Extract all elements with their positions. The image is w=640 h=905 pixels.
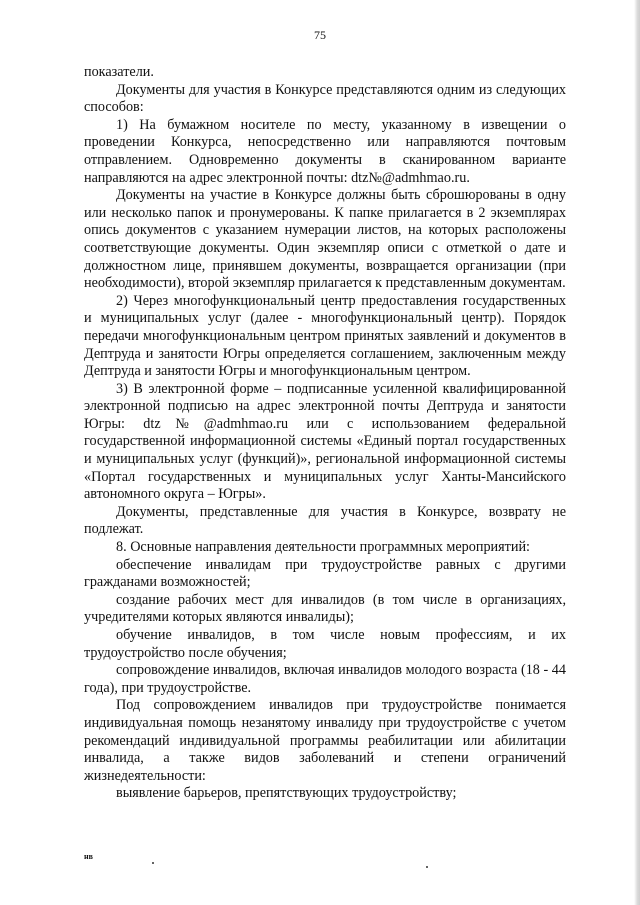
paragraph: 8. Основные направления деятельности программных мероприятий: bbox=[116, 539, 530, 556]
paragraph: Документы для участия в Конкурсе представляются одним из следующих способов: bbox=[84, 81, 566, 116]
paragraph: создание рабочих мест для инвалидов (в том числе в организациях, учредителями которых являются инвалиды); bbox=[84, 591, 566, 626]
footer-initials: нв bbox=[84, 852, 93, 861]
paragraph: обеспечение инвалидам при трудоустройстве равных с другими гражданами возможностей; bbox=[84, 556, 566, 591]
paragraph: 1) На бумажном носителе по месту, указанному в извещении о проведении Конкурса, непосредственно или направляются почтовым отправлением. Одновременно документы в сканированном варианте направляются на адрес электронной почты: dtz№@admhmao.ru. bbox=[84, 116, 566, 186]
scan-edge-shadow bbox=[634, 0, 640, 905]
paragraph: Под сопровождением инвалидов при трудоустройстве понимается индивидуальная помощь незанятому инвалиду при трудоустройстве с учетом рекомендаций индивидуальной программы реабилитации или абилитации инвалида, а также видов заболеваний и степени ограничений жизнедеятельности: bbox=[84, 697, 566, 784]
document-body bbox=[84, 64, 566, 803]
paragraph: показатели. bbox=[84, 64, 154, 80]
paragraph: выявление барьеров, препятствующих трудоустройству; bbox=[116, 785, 457, 802]
page-number: 75 bbox=[314, 28, 326, 42]
paragraph: 2) Через многофункциональный центр предоставления государственных и муниципальных услуг (далее - многофункциональный центр). Порядок передачи многофункциональным центром принятых заявлений и документов в Дептруда и занятости Югры определяется соглашением, заключенным между Дептруда и занятости Югры и многофункциональным центром. bbox=[84, 292, 566, 380]
scan-speck bbox=[152, 862, 154, 864]
paragraph: обучение инвалидов, в том числе новым профессиям, и их трудоустройство после обучения; bbox=[84, 627, 566, 661]
paragraph: сопровождение инвалидов, включая инвалидов молодого возраста (18 - 44 года), при трудоустройстве. bbox=[84, 662, 566, 696]
paragraph: 3) В электронной форме – подписанные усиленной квалифицированной электронной подписью на адрес электронной почты Дептруда и занятости Югры: dtz№@admhmao.ru или с использованием федеральной государственной информационной системы «Единый портал государственных и муниципальных услуг (функций)», региональной информационной системы «Портал государственных и муниципальных услуг Ханты-Мансийского автономного округа – Югры». bbox=[84, 380, 566, 503]
paragraph: Документы на участие в Конкурсе должны быть сброшюрованы в одну или несколько папок и пронумерованы. К папке прилагается в 2 экземплярах опись документов с указанием нумерации листов, на которых расположены соответствующие документы. Один экземпляр описи с отметкой о дате и должностном лице, принявшем документы, возвращается организации (при необходимости), второй экземпляр прилагается к представленным документам. bbox=[84, 187, 566, 292]
scan-speck bbox=[426, 866, 428, 868]
paragraph: Документы, представленные для участия в Конкурсе, возврату не подлежат. bbox=[84, 503, 566, 538]
